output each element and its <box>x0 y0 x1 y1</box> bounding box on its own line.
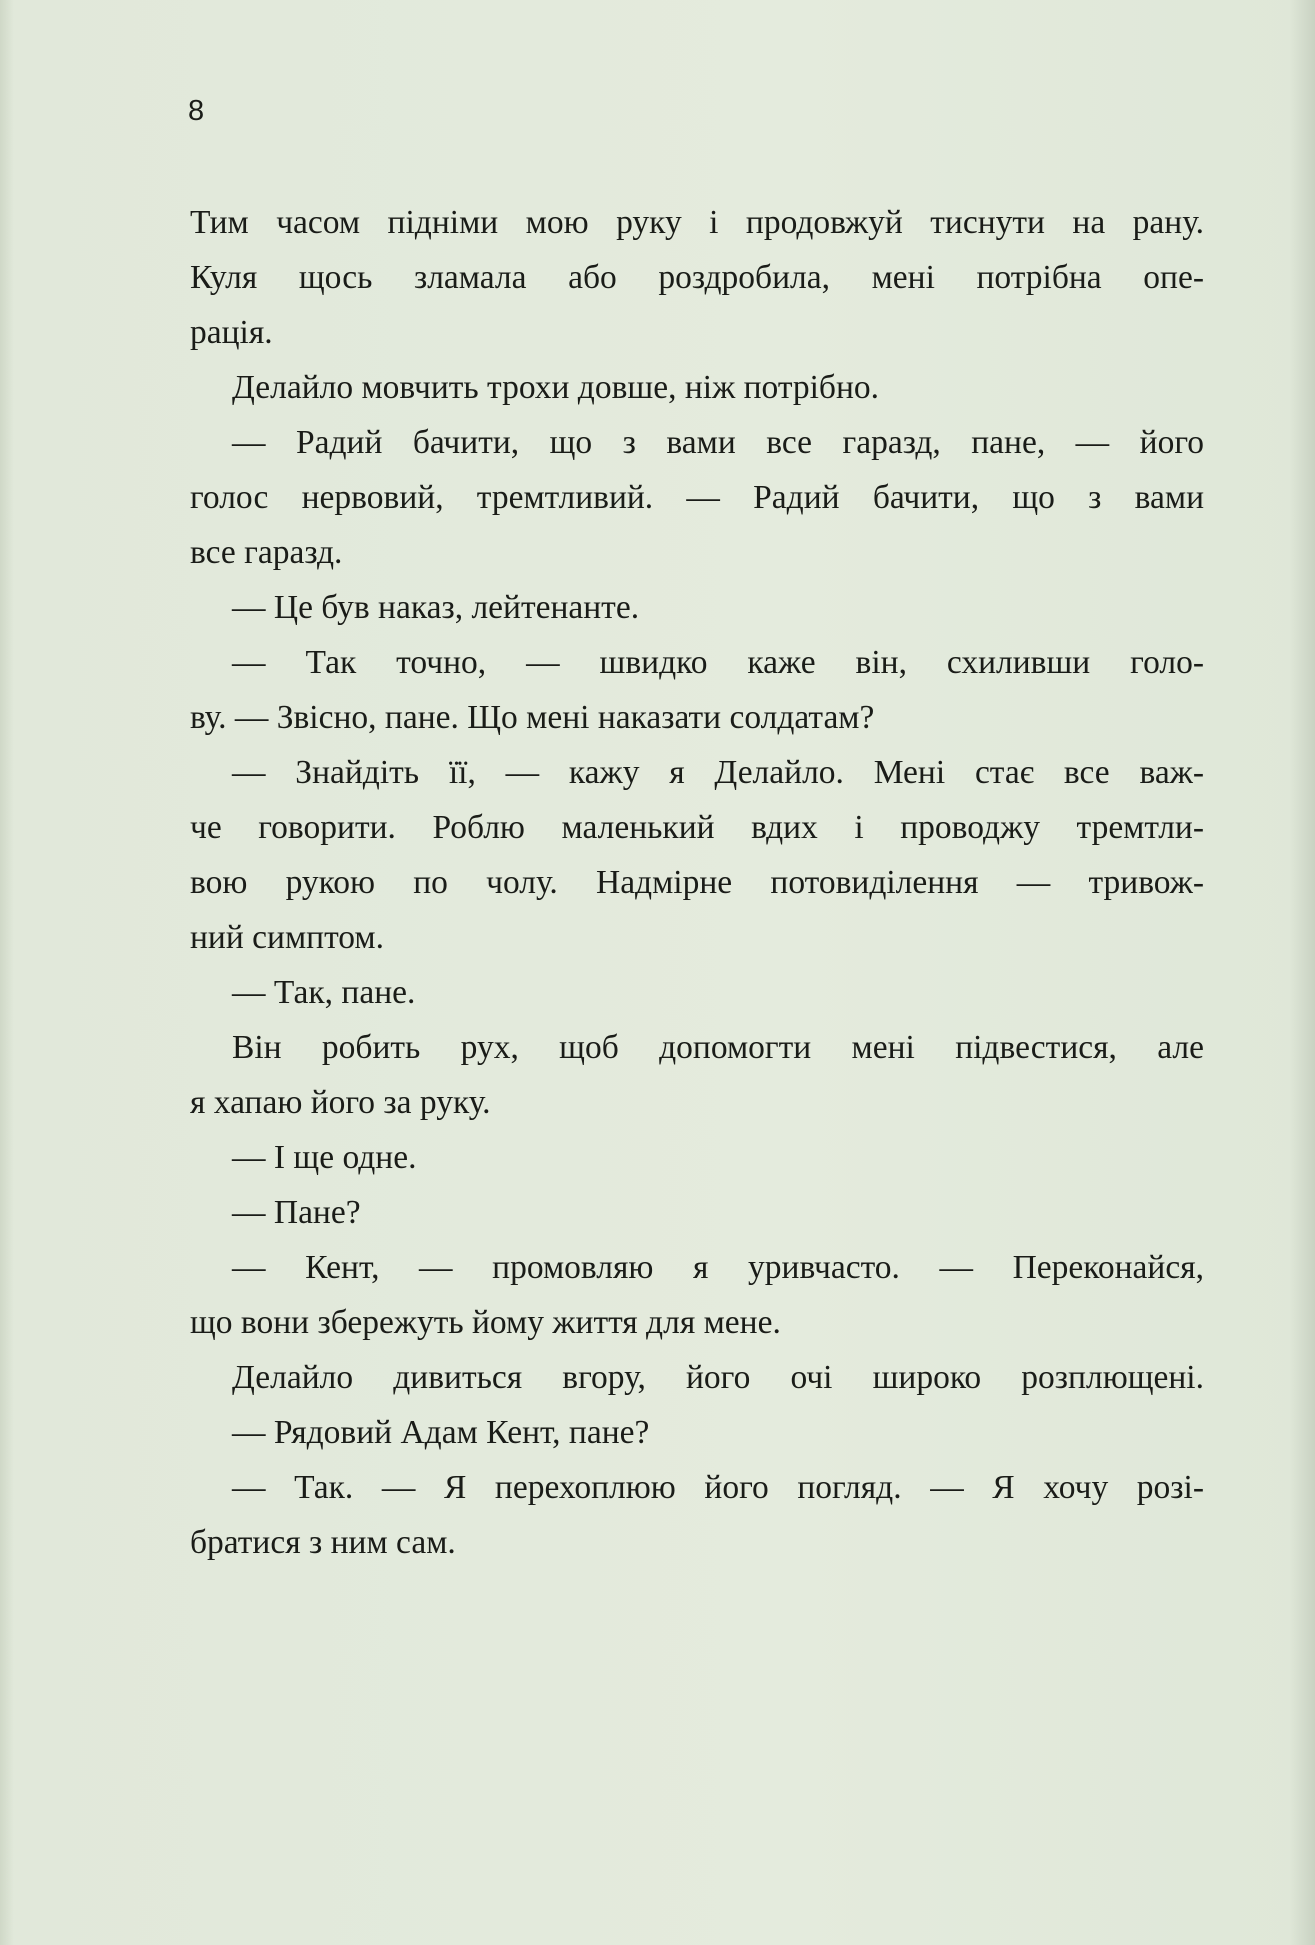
text-line: я хапаю його за руку. <box>190 1084 491 1121</box>
page-gutter-shadow <box>0 0 14 1945</box>
text-line: Він робить рух, щоб допомогти мені підвестися, але <box>232 1029 1204 1066</box>
text-line: — Кент, — промовляю я уривчасто. — Переконайся, <box>232 1249 1204 1286</box>
text-line: вою рукою по чолу. Надмірне потовиділення — тривож- <box>190 864 1204 901</box>
page-number: 8 <box>188 95 205 127</box>
text-line: Куля щось зламала або роздробила, мені потрібна опе- <box>190 259 1204 296</box>
text-line: — І ще одне. <box>232 1139 417 1176</box>
text-line: все гаразд. <box>190 534 343 571</box>
text-line: рація. <box>190 314 273 351</box>
text-line: Делайло мовчить трохи довше, ніж потрібно. <box>232 369 880 406</box>
text-line: — Знайдіть її, — кажу я Делайло. Мені стає все важ- <box>232 754 1204 791</box>
text-line: голос нервовий, тремтливий. — Радий бачити, що з вами <box>190 479 1204 516</box>
text-line: — Так, пане. <box>232 974 416 1011</box>
text-line: ний симптом. <box>190 919 384 956</box>
page-edge-shadow <box>1289 0 1315 1945</box>
text-line: Тим часом підніми мою руку і продовжуй тиснути на рану. <box>190 204 1204 241</box>
text-line: що вони збережуть йому життя для мене. <box>190 1304 781 1341</box>
body-text <box>190 195 1204 1570</box>
text-line: братися з ним сам. <box>190 1524 456 1561</box>
text-line: — Це був наказ, лейтенанте. <box>232 589 640 626</box>
text-line: — Так. — Я перехоплюю його погляд. — Я хочу розі- <box>232 1469 1204 1506</box>
text-line: — Так точно, — швидко каже він, схиливши голо- <box>232 644 1204 681</box>
text-line: Делайло дивиться вгору, його очі широко розплющені. <box>232 1359 1204 1396</box>
text-line: ву. — Звісно, пане. Що мені наказати солдатам? <box>190 699 875 736</box>
text-line: — Радий бачити, що з вами все гаразд, пане, — його <box>232 424 1204 461</box>
text-line: — Рядовий Адам Кент, пане? <box>232 1414 650 1451</box>
text-line: — Пане? <box>232 1194 361 1231</box>
text-line: че говорити. Роблю маленький вдих і проводжу тремтли- <box>190 809 1204 846</box>
